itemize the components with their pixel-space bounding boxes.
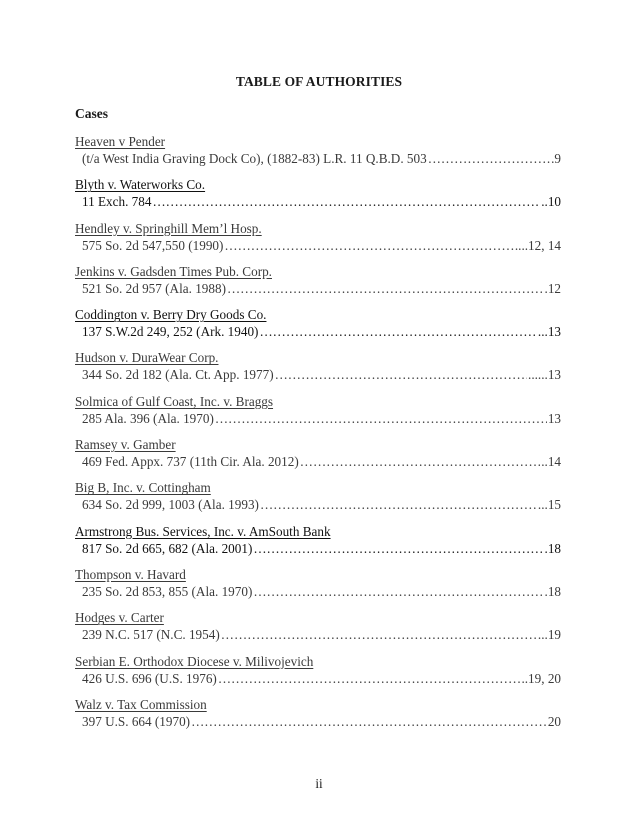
authority-entry (75, 696, 561, 739)
page-references: 20 (547, 713, 561, 729)
citation-line (82, 281, 561, 297)
page-references: ...13 (537, 324, 561, 340)
section-heading-cases: Cases (75, 106, 108, 121)
citation-line (82, 454, 561, 470)
authority-entry (75, 566, 561, 609)
authority-entry (75, 176, 561, 219)
page-references: ....12, 14 (514, 237, 561, 253)
citation: 634 So. 2d 999, 1003 (Ala. 1993) (82, 497, 259, 513)
case-name-link[interactable]: Walz v. Tax Commission (75, 696, 207, 712)
citation: 397 U.S. 664 (1970) (82, 713, 191, 729)
page-references: ......13 (528, 367, 561, 383)
citation-line (82, 714, 561, 730)
case-name-link[interactable]: Solmica of Gulf Coast, Inc. v. Braggs (75, 393, 274, 409)
authority-entry (75, 306, 561, 349)
case-name-link[interactable]: Hendley v. Springhill Mem’l Hosp. (75, 220, 262, 236)
authority-entry (75, 349, 561, 392)
citation-line (82, 497, 561, 513)
case-name-link[interactable]: Blyth v. Waterworks Co. (75, 177, 206, 193)
citation: (t/a West India Graving Dock Co), (1882-83) L.R. 11 Q.B.D. 503 (82, 151, 427, 166)
case-name-link[interactable]: Jenkins v. Gadsden Times Pub. Corp. (75, 263, 272, 279)
case-name-link[interactable]: Big B, Inc. v. Cottingham (75, 480, 211, 496)
citation-line (82, 584, 561, 600)
authority-entry (75, 436, 561, 479)
citation: 239 N.C. 517 (N.C. 1954) (82, 627, 220, 643)
citation-line (82, 411, 561, 427)
page-references: .18 (544, 540, 561, 556)
authority-entry (75, 523, 561, 566)
dot-leader (260, 497, 537, 513)
case-name-link[interactable]: Hudson v. DuraWear Corp. (75, 350, 219, 366)
dot-leader (152, 194, 540, 210)
authorities-list (75, 133, 561, 739)
case-name-link[interactable]: Serbian E. Orthodox Diocese v. Milivojevich (75, 653, 314, 669)
dot-leader (428, 151, 550, 167)
dot-leader (253, 584, 543, 600)
citation: 285 Ala. 396 (Ala. 1970) (82, 410, 214, 426)
case-name-link[interactable]: Hodges v. Carter (75, 610, 164, 626)
dot-leader (221, 627, 537, 643)
page-references: 13 (547, 410, 561, 426)
authority-entry (75, 393, 561, 436)
page-references: ...19 (537, 627, 561, 643)
case-name-link[interactable]: Coddington v. Berry Dry Goods Co. (75, 307, 267, 323)
dot-leader (300, 454, 540, 470)
citation: 426 U.S. 696 (U.S. 1976) (82, 670, 217, 686)
authority-entry (75, 479, 561, 522)
dot-leader (215, 411, 547, 427)
citation: 575 So. 2d 547,550 (1990) (82, 237, 224, 253)
page-references: .12 (544, 280, 561, 296)
dot-leader (191, 714, 547, 730)
dot-leader (253, 541, 543, 557)
page-title: TABLE OF AUTHORITIES (235, 74, 403, 89)
dot-leader (227, 281, 544, 297)
citation-line (82, 324, 561, 340)
citation-line (82, 367, 561, 383)
authority-entry (75, 263, 561, 306)
citation-line (82, 238, 561, 254)
citation: 817 So. 2d 665, 682 (Ala. 2001) (82, 540, 253, 556)
citation-line (82, 194, 561, 210)
page-references: ..19, 20 (521, 670, 561, 686)
page-references: ..14 (541, 454, 561, 470)
citation: 11 Exch. 784 (82, 194, 152, 210)
page-references: ..10 (541, 194, 561, 210)
authority-entry (75, 220, 561, 263)
case-name-link[interactable]: Ramsey v. Gamber (75, 437, 176, 453)
citation: 344 So. 2d 182 (Ala. Ct. App. 1977) (82, 367, 274, 383)
case-name-link[interactable]: Heaven v Pender (75, 134, 166, 149)
citation: 235 So. 2d 853, 855 (Ala. 1970) (82, 583, 253, 599)
authority-entry (75, 133, 561, 176)
citation-line (82, 541, 561, 557)
citation: 469 Fed. Appx. 737 (11th Cir. Ala. 2012) (82, 454, 299, 470)
dot-leader (275, 367, 527, 383)
page-references: ...15 (537, 497, 561, 513)
dot-leader (218, 671, 521, 687)
case-name-link[interactable]: Armstrong Bus. Services, Inc. v. AmSouth Bank (75, 523, 331, 539)
citation-line (82, 671, 561, 687)
citation: 521 So. 2d 957 (Ala. 1988) (82, 280, 226, 296)
authority-entry (75, 609, 561, 652)
page-references: .18 (544, 583, 561, 599)
dot-leader (259, 324, 536, 340)
dot-leader (224, 238, 513, 254)
case-name-link[interactable]: Thompson v. Havard (75, 566, 186, 582)
citation: 137 S.W.2d 249, 252 (Ark. 1940) (82, 324, 259, 340)
citation-line (82, 151, 561, 167)
page-number: ii (315, 776, 323, 791)
page-references: .9 (551, 151, 561, 166)
authority-entry (75, 653, 561, 696)
citation-line (82, 627, 561, 643)
